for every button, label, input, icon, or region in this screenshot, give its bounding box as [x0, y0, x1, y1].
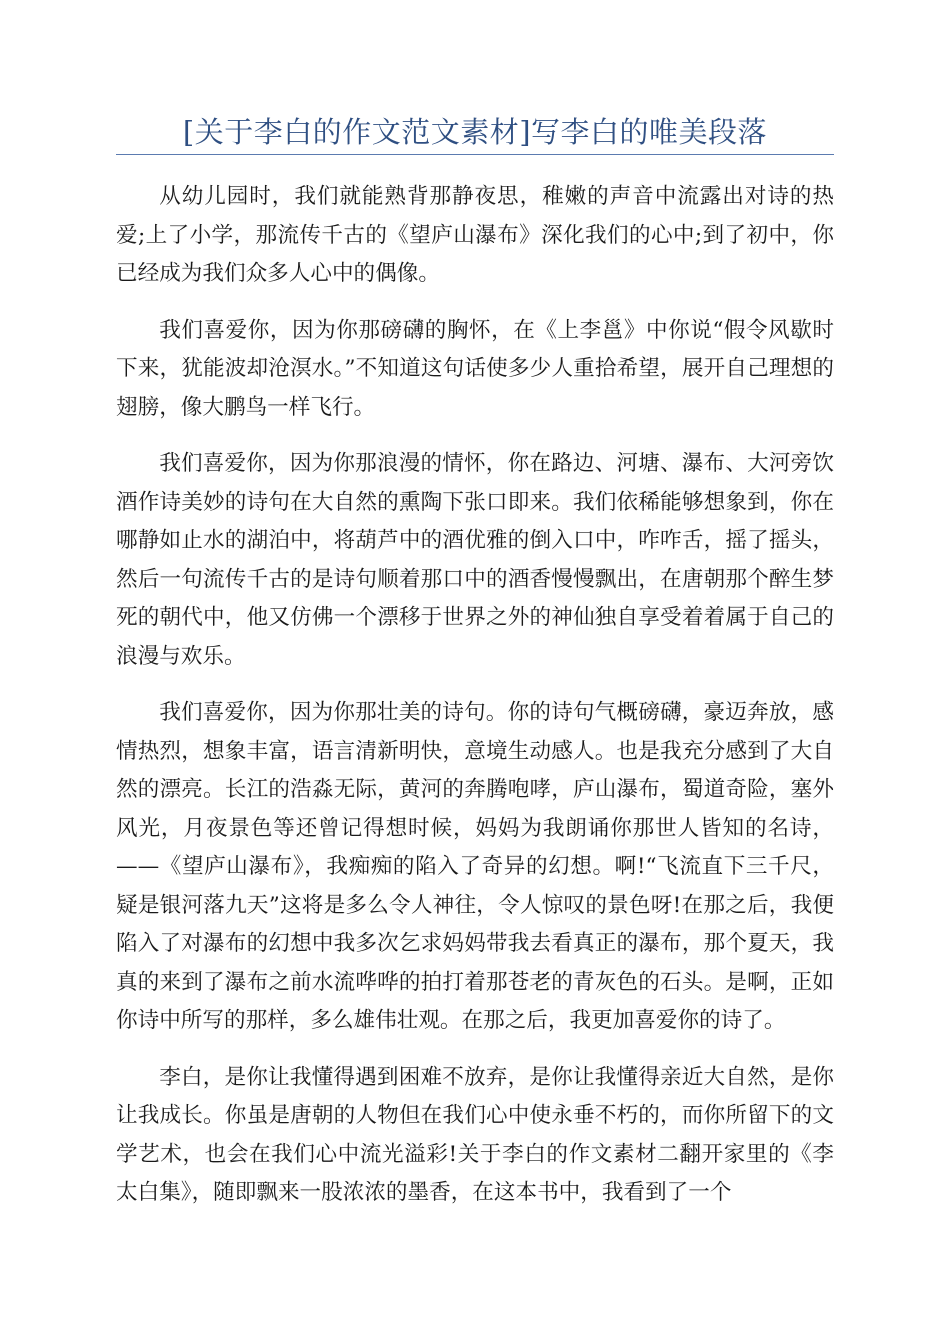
paragraph-2: 我们喜爱你，因为你那磅礴的胸怀，在《上李邕》中你说“假令风歇时下来，犹能波却沧溟水。”不知道这句话使多少人重拾希望，展开自己理想的翅膀，像大鹏鸟一样飞行。: [116, 317, 834, 420]
paragraph-1: 从幼儿园时，我们就能熟背那静夜思，稚嫩的声音中流露出对诗的热爱;上了小学，那流传千古的《望庐山瀑布》深化我们的心中;到了初中，你已经成为我们众多人心中的偶像。: [116, 184, 834, 286]
paragraph-5: 李白，是你让我懂得遇到困难不放弃，是你让我懂得亲近大自然，是你让我成长。你虽是唐朝的人物但在我们心中使永垂不朽的，而你所留下的文学艺术，也会在我们心中流光溢彩!关于李白的作文素材二翻开家里的《李太白集》，随即飘来一股浓浓的墨香，在这本书中，我看到了一个: [116, 1064, 834, 1205]
paragraph-3: 我们喜爱你，因为你那浪漫的情怀，你在路边、河塘、瀑布、大河旁饮酒作诗美妙的诗句在大自然的熏陶下张口即来。我们依稀能够想象到，你在哪静如止水的湖泊中，将葫芦中的酒优雅的倒入口中，咋咋舌，摇了摇头，然后一句流传千古的是诗句顺着那口中的酒香慢慢飘出，在唐朝那个醉生梦死的朝代中，他又仿佛一个漂移于世界之外的神仙独自享受着着属于自己的浪漫与欢乐。: [116, 451, 834, 669]
document-body: [116, 178, 834, 1231]
paragraph-4: 我们喜爱你，因为你那壮美的诗句。你的诗句气概磅礴，豪迈奔放，感情热烈，想象丰富，语言清新明快，意境生动感人。也是我充分感到了大自然的漂亮。长江的浩淼无际，黄河的奔腾咆哮，庐山瀑布，蜀道奇险，塞外风光，月夜景色等还曾记得想时候，妈妈为我朗诵你那世人皆知的名诗，——《望庐山瀑布》，我痴痴的陷入了奇异的幻想。啊!“飞流直下三千尺，疑是银河落九天”这将是多么令人神往，令人惊叹的景色呀!在那之后，我便陷入了对瀑布的幻想中我多次乞求妈妈带我去看真正的瀑布，那个夏天，我真的来到了瀑布之前水流哗哗的拍打着那苍老的青灰色的石头。是啊，正如你诗中所写的那样，多么雄伟壮观。在那之后，我更加喜爱你的诗了。: [116, 700, 834, 1033]
title-underline: [116, 154, 834, 155]
document-title: [关于李白的作文范文素材]写李白的唯美段落: [182, 115, 768, 149]
